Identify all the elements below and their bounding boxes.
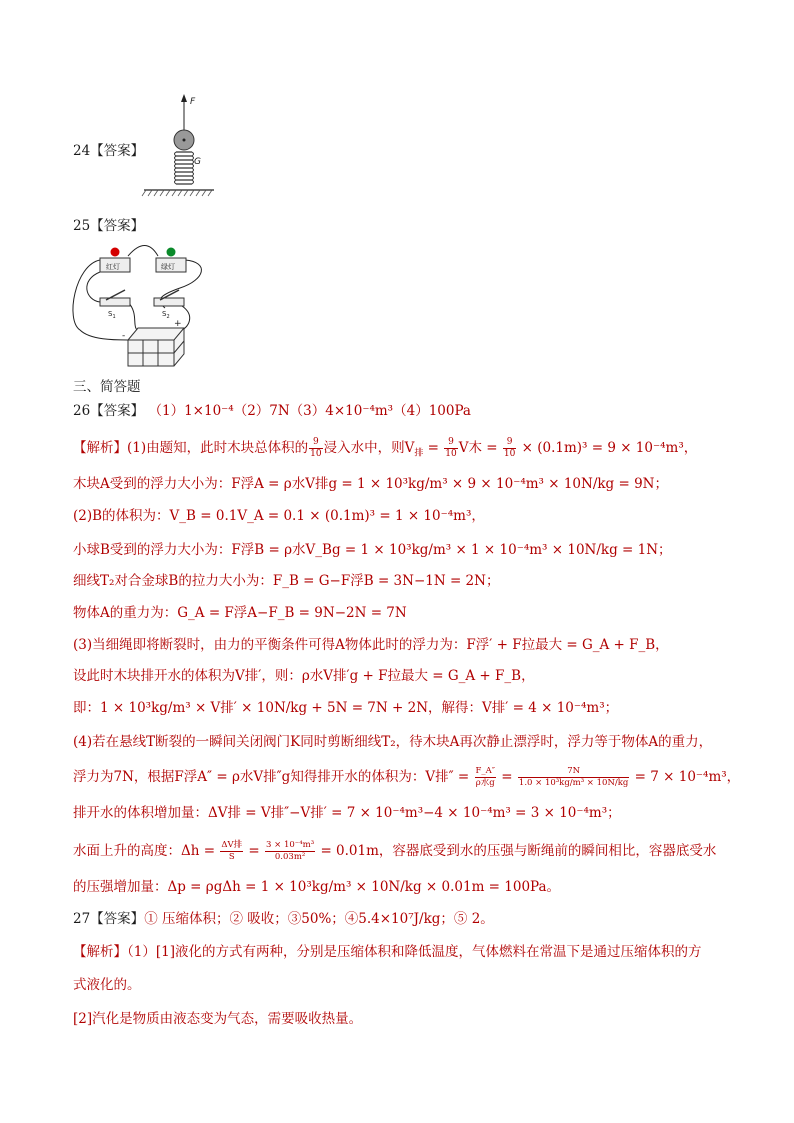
plus-sign: +: [174, 319, 182, 329]
s2-sub: 2: [166, 314, 170, 320]
q26-line-8: 设此时木块排开水的体积为V排′，则：ρ水V排′g + F拉最大 = G_A + F_B，: [73, 668, 535, 684]
svg-text:S2: [162, 310, 170, 320]
q25-label: 25【答案】: [73, 218, 145, 234]
q27-answer: ① 压缩体积；② 吸收；③50%；④5.4×10⁷J/kg；⑤ 2。: [144, 911, 494, 927]
q26-line-14: 的压强增加量：Δp = ρgΔh = 1 × 10³kg/m³ × 10N/kg × 0.01m = 100Pa。: [73, 879, 561, 895]
q27-analysis-label: 【解析】: [73, 944, 127, 960]
green-lamp-label: 绿灯: [161, 263, 175, 271]
force-label: F: [190, 97, 196, 107]
s1-label: S: [108, 310, 113, 318]
circuit-diagram: [70, 240, 220, 368]
q26-line-5: 细线T₂对合金球B的拉力大小为：F_B = G−F浮B = 3N−1N = 2N；: [73, 573, 500, 589]
q26-line-2: 木块A受到的浮力大小为：F浮A = ρ水V排g = 1 × 10³kg/m³ × 9 × 10⁻⁴m³ × 10N/kg = 9N；: [73, 476, 668, 492]
q26-line-11a: 浮力为7N，根据F浮A″ = ρ水V排″g知得排开水的体积为：V排″ =: [73, 769, 470, 785]
q26-line-7: (3)当细绳即将断裂时，由力的平衡条件可得A物体此时的浮力为：F浮′ + F拉最大 = G_A + F_B，: [73, 637, 669, 653]
q26-line-11c: = 7 × 10⁻⁴m³，: [634, 769, 741, 785]
q26-line-10: (4)若在悬线T断裂的一瞬间关闭阀门K同时剪断细线T₂，待木块A再次静止漂浮时，浮力等于物体A的重力，: [73, 734, 713, 750]
minus-sign: -: [122, 331, 126, 341]
red-lamp-label: 红灯: [106, 263, 120, 271]
fraction-volume-area: $\frac{\text{3 × 10⁻⁴m³}}{\text{0.03m²}}$: [266, 840, 315, 862]
s1-sub: 1: [112, 314, 116, 320]
spring-ball-diagram: [140, 92, 220, 202]
q26-analysis-label: 【解析】: [73, 440, 127, 456]
q27-line-2: 式液化的。: [73, 977, 141, 993]
q26-line-13c: = 0.01m，容器底受到水的压强与断绳前的瞬间相比，容器底受水: [320, 843, 717, 859]
fraction-9-10: $\frac{9}{10}$: [310, 437, 322, 459]
q27-line-1: （1）[1]液化的方式有两种，分别是压缩体积和降低温度，气体燃料在常温下是通过压缩体积的方: [127, 944, 702, 960]
q27-line-3: [2]汽化是物质由液态变为气态，需要吸收热量。: [73, 1011, 363, 1027]
q26-line-4: 小球B受到的浮力大小为：F浮B = ρ水V_Bg = 1 × 10³kg/m³ × 1 × 10⁻⁴m³ × 10N/kg = 1N；: [73, 542, 672, 558]
q26-answer: （1）1×10⁻⁴（2）7N（3）4×10⁻⁴m³（4）100Pa: [148, 403, 471, 419]
q26-label: 26【答案】: [73, 403, 145, 419]
s2-label: S: [162, 310, 167, 318]
fraction-dv-s: $\frac{\text{ΔV排}}{S}$: [221, 840, 243, 862]
q26-p1a: (1)由题知，此时木块总体积的: [127, 440, 309, 456]
q26-line-6: 物体A的重力为：G_A = F浮A−F_B = 9N−2N = 7N: [73, 605, 407, 621]
q26-line-9: 即：1 × 10³kg/m³ × V排′ × 10N/kg + 5N = 7N + 2N，解得：V排′ = 4 × 10⁻⁴m³；: [73, 700, 619, 716]
fraction-fa-rho: $\frac{F\_A''}{\text{ρ水g}}$: [475, 766, 495, 788]
q26-p1d: × (0.1m)³ = 9 × 10⁻⁴m³，: [517, 440, 698, 456]
q26-line-3: (2)B的体积为：V_B = 0.1V_A = 0.1 × (0.1m)³ = 1 × 10⁻⁴m³，: [73, 508, 485, 524]
q24-label: 24【答案】: [73, 143, 145, 159]
q27-label: 27【答案】: [73, 911, 145, 927]
weight-label: G: [194, 157, 201, 167]
q26-line-12: 排开水的体积增加量：ΔV排 = V排″−V排′ = 7 × 10⁻⁴m³−4 × 10⁻⁴m³ = 3 × 10⁻⁴m³；: [73, 805, 621, 821]
q26-line-13a: 水面上升的高度：Δh =: [73, 843, 216, 859]
svg-text:S1: [108, 310, 116, 320]
fraction-7n: $\frac{7N}{\text{1.0 × 10³kg/m³ × 10N/kg}}$: [518, 766, 629, 788]
q26-p1b: 浸入水中，则V: [323, 440, 415, 456]
section-title: 三、简答题: [73, 379, 141, 395]
